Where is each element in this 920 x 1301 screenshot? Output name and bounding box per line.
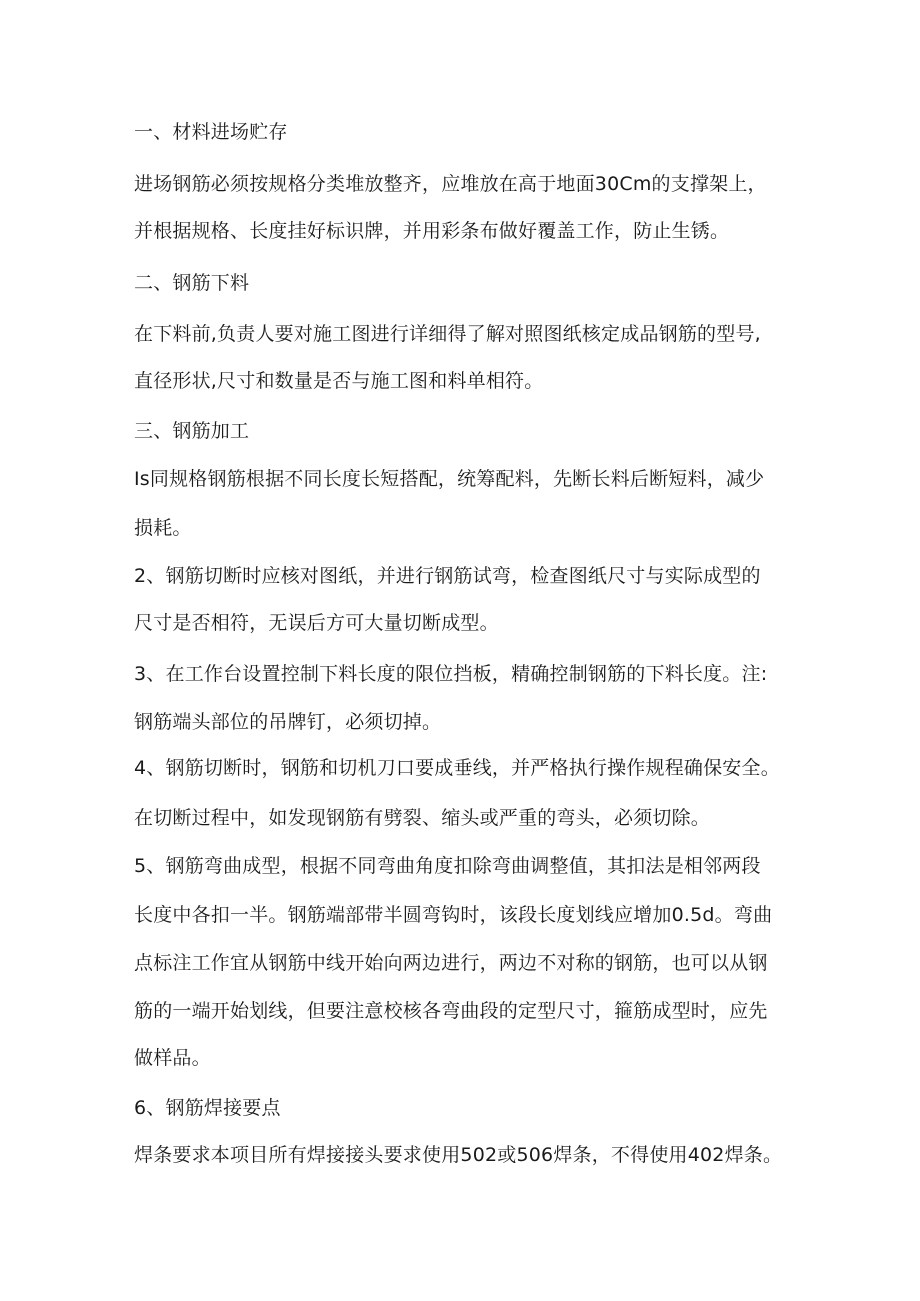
paragraph-line: 进场钢筋必须按规格分类堆放整齐，应堆放在高于地面30Cm的支撑架上， xyxy=(134,173,767,195)
paragraph-line: 并根据规格、长度挂好标识牌，并用彩条布做好覆盖工作，防止生锈。 xyxy=(134,220,730,242)
paragraph-line: 在切断过程中，如发现钢筋有劈裂、缩头或严重的弯头，必须切除。 xyxy=(134,807,711,829)
section-heading-rebar-cutting: 二、钢筋下料 xyxy=(134,272,250,294)
paragraph-line: 尺寸是否相符，无误后方可大量切断成型。 xyxy=(134,612,499,634)
paragraph-line: 筋的一端开始划线，但要注意校核各弯曲段的定型尺寸，箍筋成型时，应先 xyxy=(134,1000,768,1022)
paragraph-line: 钢筋端头部位的吊牌钉，必须切掉。 xyxy=(134,711,442,733)
list-item-line: 3、在工作台设置控制下料长度的限位挡板，精确控制钢筋的下料长度。注: xyxy=(134,663,768,685)
list-item-line: 4、钢筋切断时，钢筋和切机刀口要成垂线，并严格执行操作规程确保安全。 xyxy=(134,757,780,779)
list-item-line: 6、钢筋焊接要点 xyxy=(134,1097,281,1119)
section-heading-rebar-processing: 三、钢筋加工 xyxy=(134,420,250,442)
paragraph-line: 点标注工作宜从钢筋中线开始向两边进行，两边不对称的钢筋，也可以从钢 xyxy=(134,952,768,974)
list-item-line: 2、钢筋切断时应核对图纸，并进行钢筋试弯，检查图纸尺寸与实际成型的 xyxy=(134,565,761,587)
section-heading-material-storage: 一、材料进场贮存 xyxy=(134,121,288,143)
paragraph-line: 直径形状,尺寸和数量是否与施工图和料单相符。 xyxy=(134,370,544,392)
paragraph-line: 长度中各扣一半。钢筋端部带半圆弯钩时，该段长度划线应增加0.5d。弯曲 xyxy=(134,904,773,926)
paragraph-line: 损耗。 xyxy=(134,517,192,539)
paragraph-line: Is同规格钢筋根据不同长度长短搭配，统筹配料，先断长料后断短料，减少 xyxy=(134,468,765,490)
list-item-line: 5、钢筋弯曲成型，根据不同弯曲角度扣除弯曲调整值，其扣法是相邻两段 xyxy=(134,855,761,877)
paragraph-line: 在下料前,负责人要对施工图进行详细得了解对照图纸核定成品钢筋的型号, xyxy=(134,323,761,345)
paragraph-line: 做样品。 xyxy=(134,1047,211,1069)
paragraph-line: 焊条要求本项目所有焊接接头要求使用502或506焊条，不得使用402焊条。 xyxy=(134,1144,783,1166)
